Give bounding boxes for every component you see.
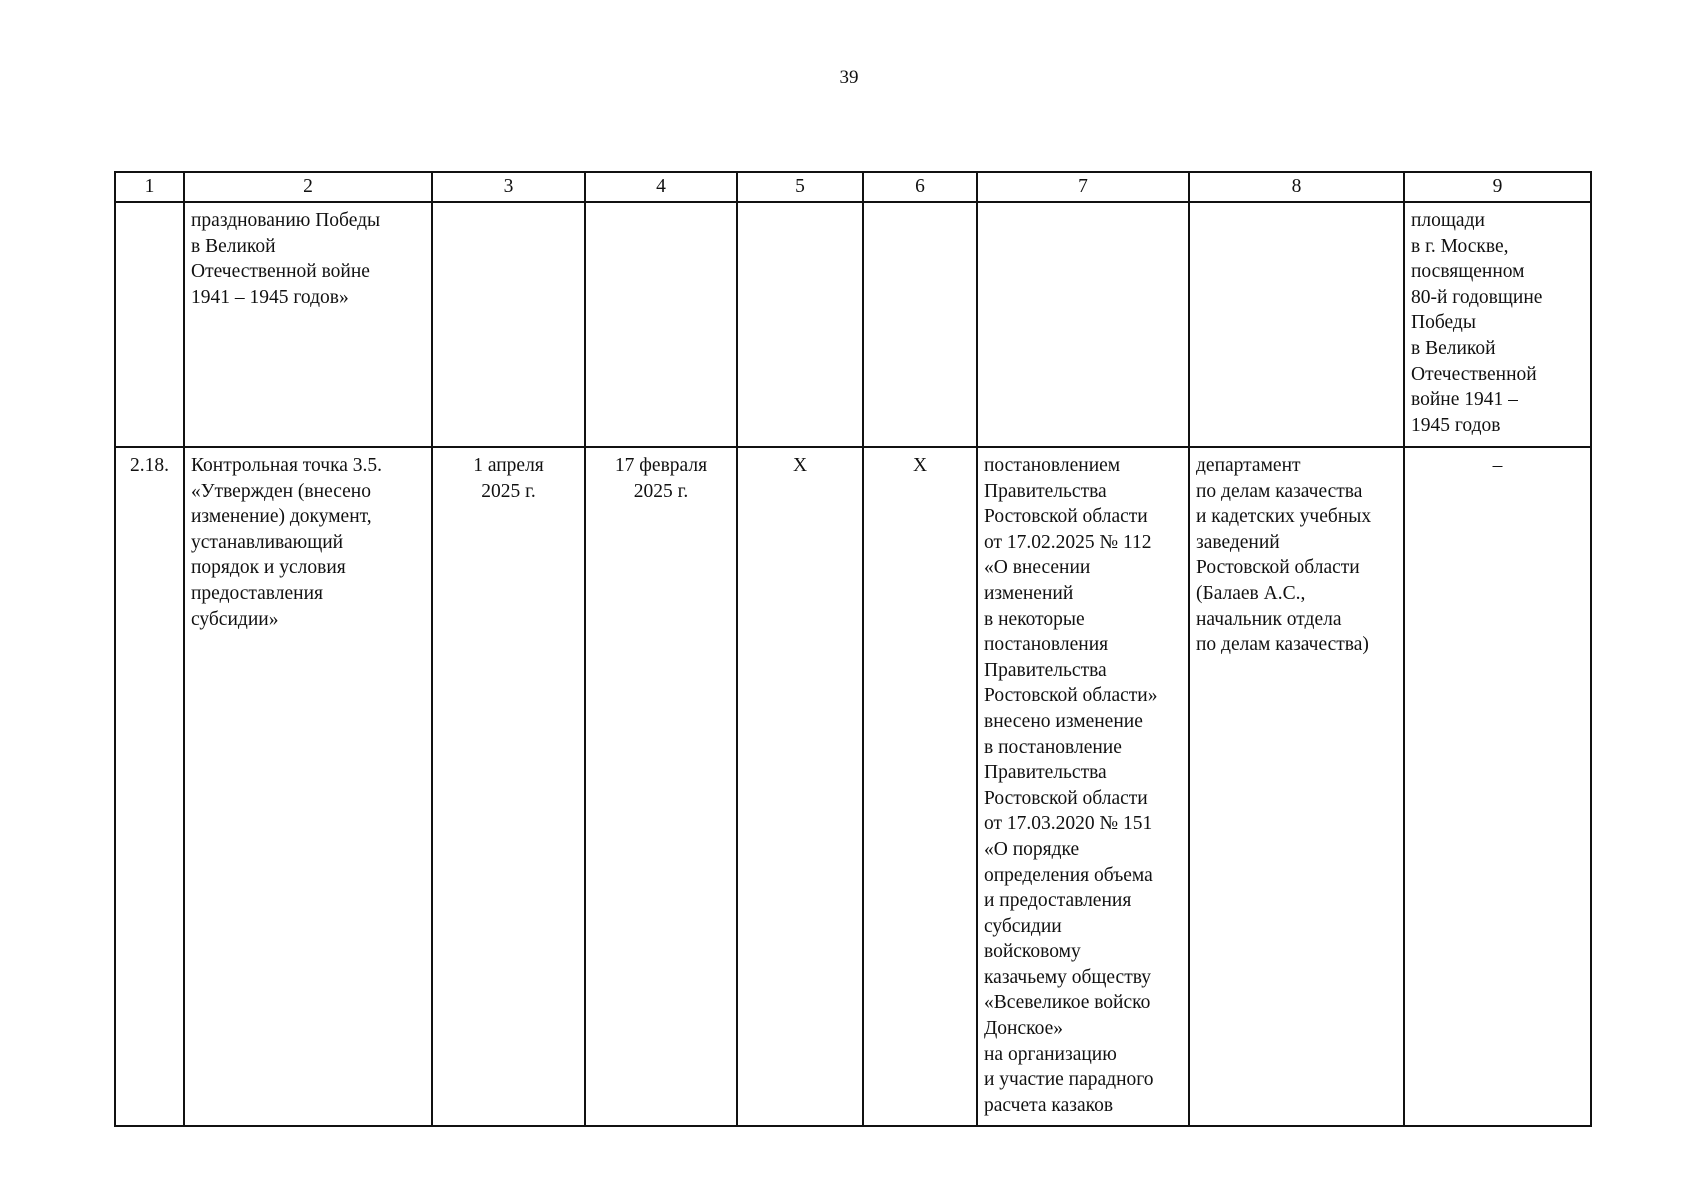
text-line: определения объема bbox=[984, 864, 1153, 886]
text-line: 80-й годовщине bbox=[1411, 286, 1543, 308]
text-line: начальник отдела bbox=[1196, 608, 1342, 630]
text-line: 2025 г. bbox=[481, 480, 536, 502]
cell-event-name bbox=[184, 202, 432, 447]
text-line: заведений bbox=[1196, 531, 1280, 553]
column-number-row bbox=[115, 172, 1591, 202]
text-line: казачьему обществу bbox=[984, 966, 1152, 988]
text-line: посвященном bbox=[1411, 261, 1525, 283]
text-line: порядок и условия bbox=[191, 557, 346, 579]
text-line: от 17.03.2020 № 151 bbox=[984, 813, 1153, 835]
column-number-2: 2 bbox=[184, 172, 432, 202]
cell-col3 bbox=[432, 202, 585, 447]
text-line: предоставления bbox=[191, 582, 323, 604]
column-number-3: 3 bbox=[432, 172, 585, 202]
cell-col8 bbox=[1189, 202, 1404, 447]
text-line: Отечественной войне bbox=[191, 261, 370, 283]
text-line: по делам казачества) bbox=[1196, 634, 1369, 656]
text-line: Контрольная точка 3.5. bbox=[191, 455, 383, 476]
text-line: (Балаев А.С., bbox=[1196, 582, 1306, 604]
text-line: 1945 годов bbox=[1411, 414, 1501, 436]
column-number-7: 7 bbox=[977, 172, 1189, 202]
column-number-1: 1 bbox=[115, 172, 184, 202]
plan-table bbox=[114, 171, 1592, 1127]
text-line: в некоторые bbox=[984, 608, 1085, 630]
table-row-2-18 bbox=[115, 447, 1591, 1126]
text-line: изменение) документ, bbox=[191, 506, 372, 528]
text-line: 2025 г. bbox=[633, 480, 689, 502]
text-line: войне 1941 – bbox=[1411, 389, 1518, 411]
text-line: войсковому bbox=[984, 941, 1081, 963]
column-number-4: 4 bbox=[585, 172, 737, 202]
cell-col4 bbox=[585, 202, 737, 447]
cell-responsible bbox=[1189, 447, 1404, 1126]
column-number-6: 6 bbox=[863, 172, 977, 202]
text-line: 1 апреля bbox=[473, 455, 544, 476]
cell-result bbox=[1404, 202, 1591, 447]
cell-col7 bbox=[977, 202, 1189, 447]
cell-event-name bbox=[184, 447, 432, 1126]
column-number-5: 5 bbox=[737, 172, 863, 202]
text-line: изменений bbox=[984, 582, 1074, 604]
text-line: Отечественной bbox=[1411, 363, 1537, 385]
cell-planned-date bbox=[432, 447, 585, 1126]
cell-actual-date bbox=[585, 447, 737, 1126]
column-number-8: 8 bbox=[1189, 172, 1404, 202]
text-line: Ростовской области bbox=[984, 787, 1148, 809]
text-line: в Великой bbox=[1411, 337, 1496, 359]
text-line: «О порядке bbox=[984, 838, 1080, 860]
text-line: Победы bbox=[1411, 312, 1476, 334]
text-line: на организацию bbox=[984, 1043, 1117, 1065]
text-line: постановлением bbox=[984, 455, 1121, 476]
text-line: департамент bbox=[1196, 455, 1301, 476]
page-number: 39 bbox=[839, 67, 859, 88]
text-line: площади bbox=[1411, 210, 1485, 231]
text-line: «Утвержден (внесено bbox=[191, 480, 371, 502]
text-line: от 17.02.2025 № 112 bbox=[984, 531, 1152, 553]
cell-col5 bbox=[737, 202, 863, 447]
text-line: субсидии bbox=[984, 915, 1062, 937]
column-number-9: 9 bbox=[1404, 172, 1591, 202]
text-line: и предоставления bbox=[984, 890, 1132, 912]
text-line: Правительства bbox=[984, 762, 1107, 784]
text-line: празднованию Победы bbox=[191, 210, 381, 231]
text-line: Правительства bbox=[984, 659, 1107, 681]
cell-col5-mark: Х bbox=[737, 447, 863, 1126]
text-line: Ростовской области bbox=[984, 506, 1148, 528]
text-line: Правительства bbox=[984, 480, 1107, 502]
text-line: и участие парадного bbox=[984, 1069, 1154, 1091]
cell-col6 bbox=[863, 202, 977, 447]
text-line: расчета казаков bbox=[984, 1094, 1114, 1116]
cell-number: 2.18. bbox=[115, 447, 184, 1126]
text-line: в г. Москве, bbox=[1411, 235, 1509, 257]
cell-result: – bbox=[1404, 447, 1591, 1126]
text-line: внесено изменение bbox=[984, 710, 1143, 732]
text-line: Ростовской области bbox=[1196, 557, 1360, 579]
text-line: 1941 – 1945 годов» bbox=[191, 286, 349, 308]
text-line: и кадетских учебных bbox=[1196, 506, 1372, 528]
text-line: «О внесении bbox=[984, 557, 1091, 579]
text-line: Ростовской области» bbox=[984, 685, 1158, 707]
text-line: устанавливающий bbox=[191, 531, 344, 553]
cell-document bbox=[977, 447, 1189, 1126]
cell-number bbox=[115, 202, 184, 447]
cell-col6-mark: Х bbox=[863, 447, 977, 1126]
text-line: Донское» bbox=[984, 1018, 1064, 1040]
text-line: «Всевеликое войско bbox=[984, 992, 1151, 1014]
text-line: в постановление bbox=[984, 736, 1122, 758]
text-line: 17 февраля bbox=[614, 455, 708, 476]
text-line: субсидии» bbox=[191, 608, 279, 630]
text-line: постановления bbox=[984, 634, 1109, 656]
text-line: в Великой bbox=[191, 235, 276, 257]
table-row-continuation bbox=[115, 202, 1591, 447]
text-line: по делам казачества bbox=[1196, 480, 1363, 502]
